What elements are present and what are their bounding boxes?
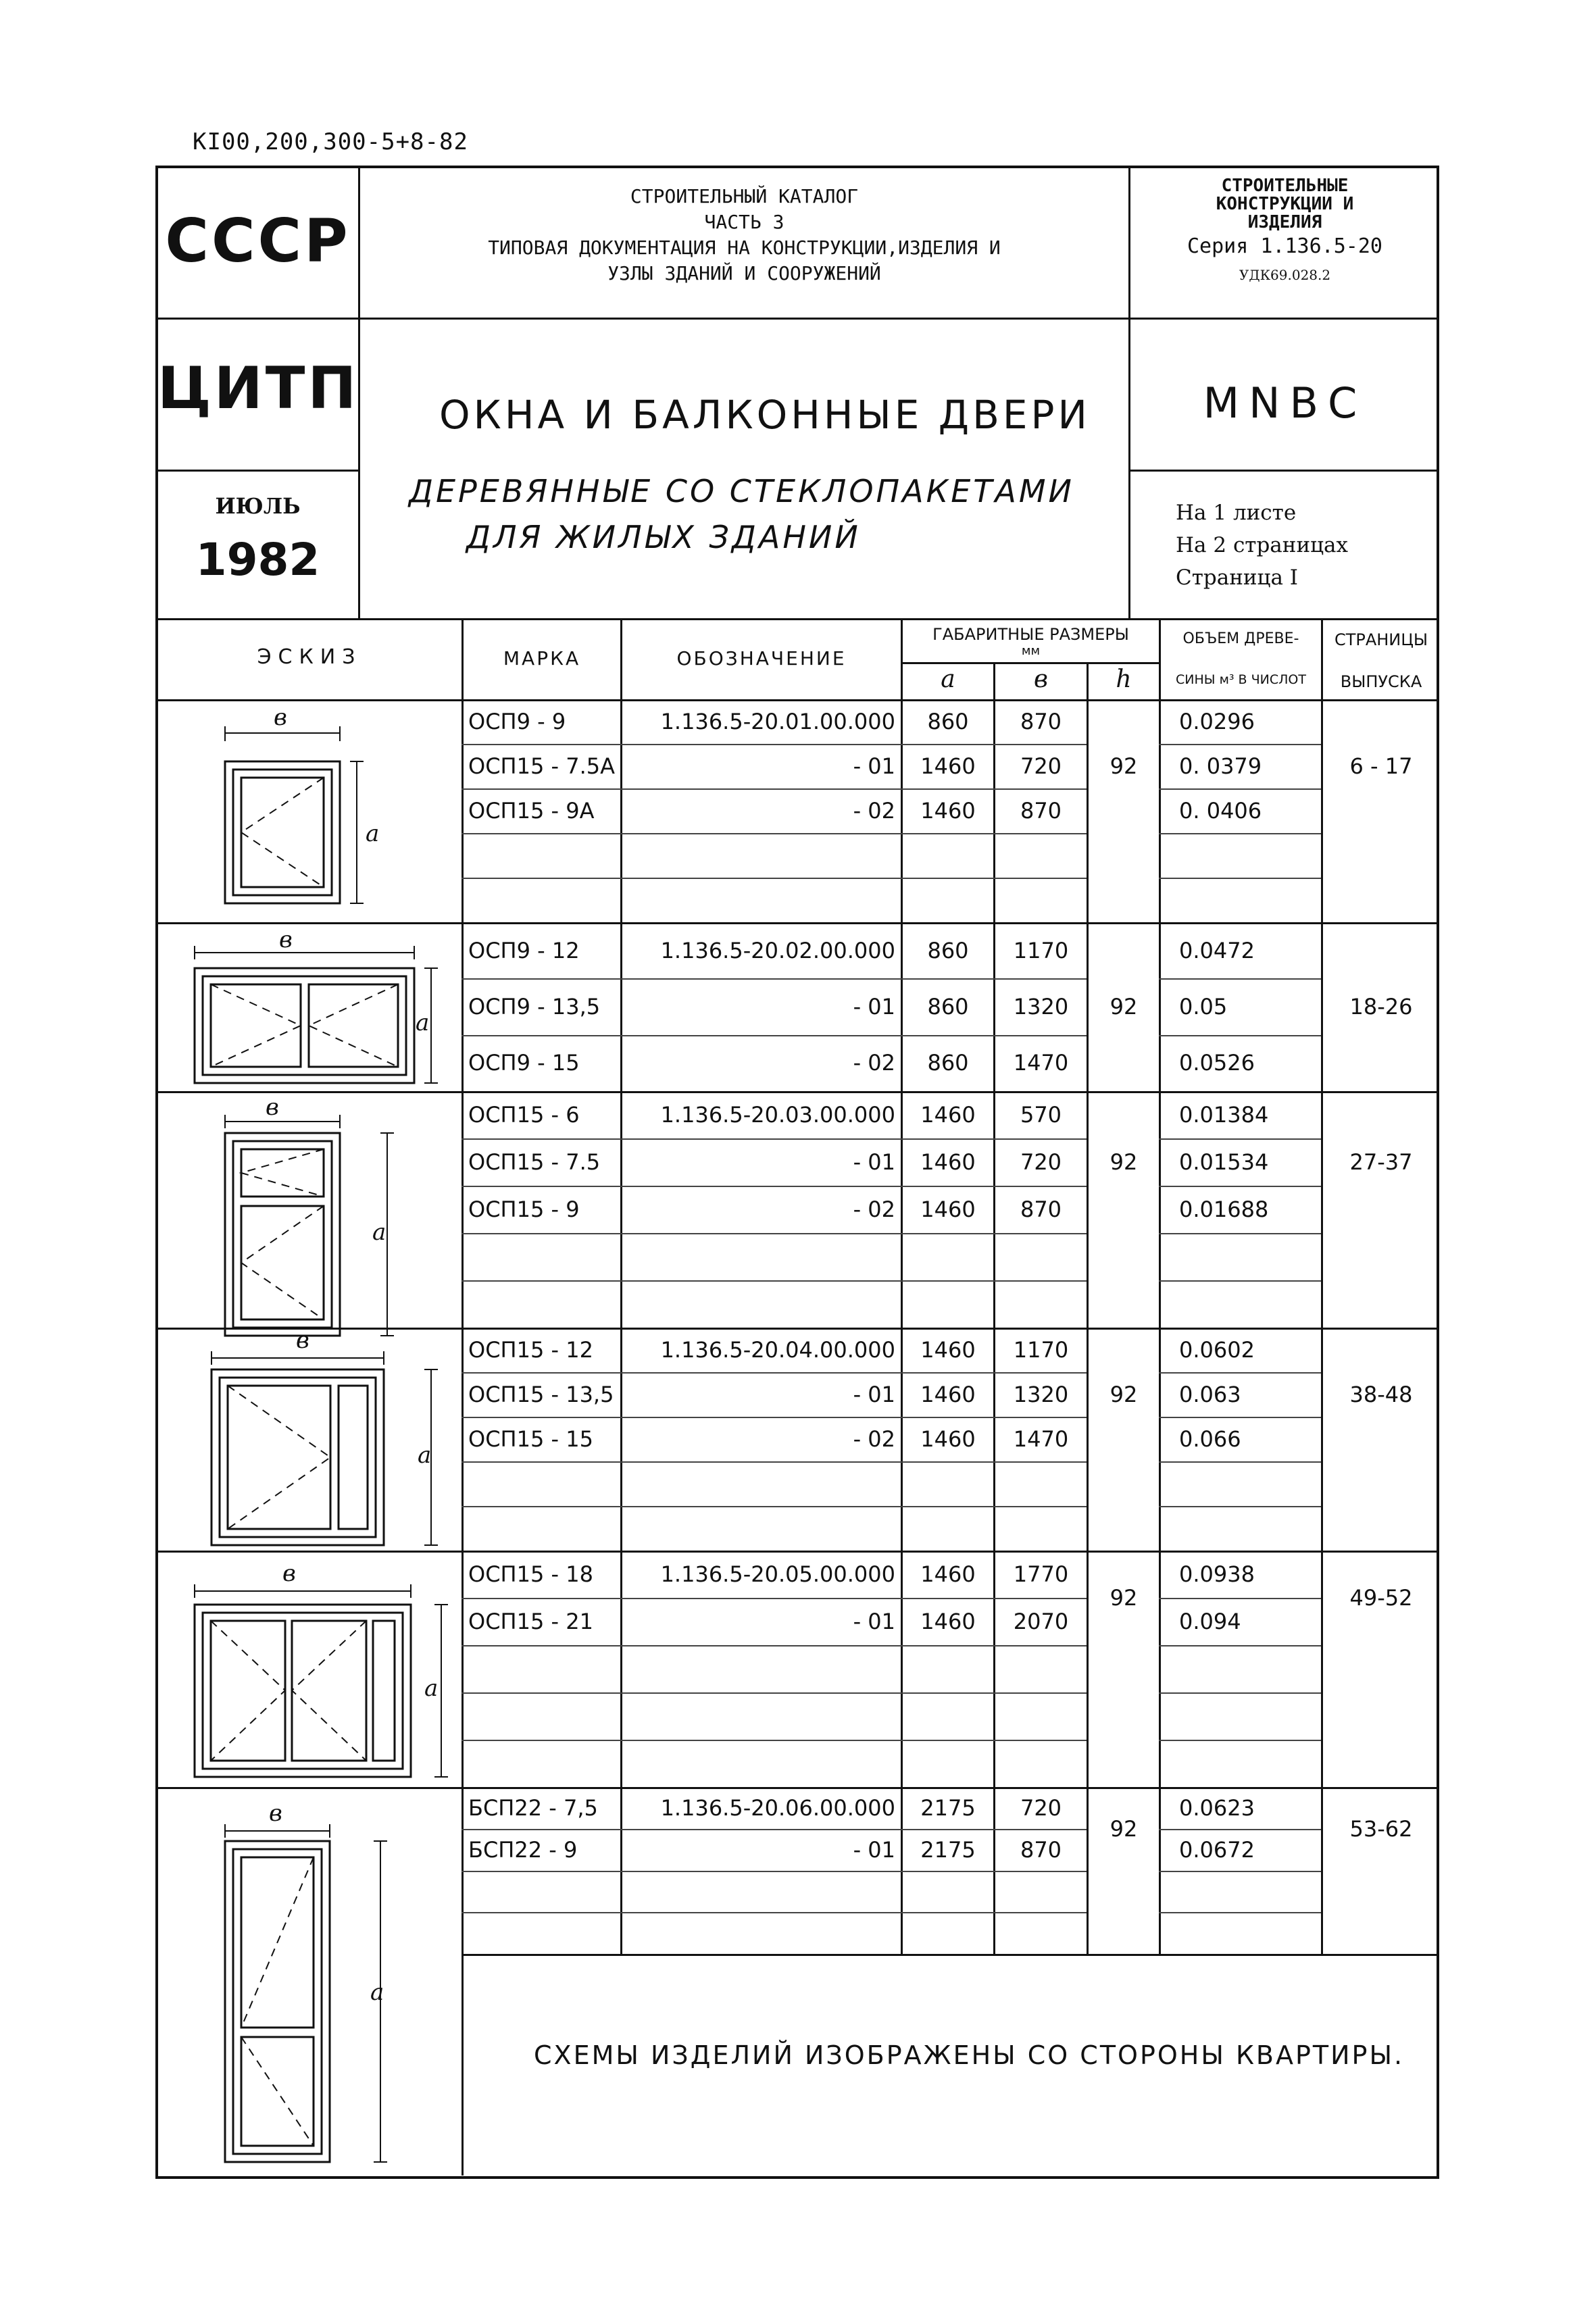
col-header-volume: ОБЪЕМ ДРЕВЕ- — [1182, 630, 1299, 647]
row-divider — [462, 833, 1087, 834]
row-divider — [462, 1740, 1087, 1741]
sketch-window-osp15-6 — [225, 1094, 394, 1336]
cell-mark: БСП22 - 7,5 — [468, 1795, 598, 1821]
column-divider — [1159, 618, 1161, 1954]
cell-volume: 0.0623 — [1179, 1795, 1255, 1821]
header-divider — [1128, 470, 1439, 472]
row-divider — [462, 978, 1087, 980]
year-label: 1982 — [195, 534, 320, 586]
cell-dim-b: 720 — [1020, 753, 1062, 779]
header-divider — [155, 618, 1439, 620]
cell-mark: ОСП9 - 12 — [468, 938, 580, 963]
row-divider — [1159, 1461, 1321, 1463]
cell-mark: ОСП15 - 12 — [468, 1337, 593, 1363]
row-divider — [1159, 1372, 1321, 1374]
col-header-mark: МАРКА — [503, 647, 581, 670]
cell-mark: ОСП15 - 7.5А — [468, 753, 615, 779]
row-divider — [462, 1461, 1087, 1463]
row-divider — [1159, 1871, 1321, 1872]
column-divider — [1321, 618, 1323, 1954]
col-header-pages: СТРАНИЦЫ — [1334, 630, 1428, 649]
col-header-volume-2: СИНЫ м³ В ЧИСЛОТ — [1176, 672, 1306, 687]
footnote: СХЕМЫ ИЗДЕЛИЙ ИЗОБРАЖЕНЫ СО СТОРОНЫ КВАРТИРЫ. — [534, 2040, 1405, 2070]
cell-pages: 27-37 — [1349, 1149, 1413, 1175]
cell-dim-b: 870 — [1020, 709, 1062, 734]
row-divider — [462, 1138, 1087, 1140]
row-divider — [462, 1035, 1087, 1036]
cell-volume: 0. 0379 — [1179, 753, 1262, 779]
cell-designation: 1.136.5-20.02.00.000 — [660, 938, 895, 963]
cell-dim-b: 1320 — [1013, 994, 1069, 1020]
page-count: На 2 страницах — [1176, 533, 1349, 557]
cell-volume: 0.0602 — [1179, 1337, 1255, 1363]
cell-dim-b: 870 — [1020, 1197, 1062, 1222]
sketch-door-bsp22 — [225, 1800, 387, 2162]
header-subline — [901, 662, 1159, 664]
sketch-window-osp9-12 — [195, 926, 438, 1083]
row-divider — [462, 788, 1087, 790]
cell-volume: 0.063 — [1179, 1382, 1241, 1407]
width-label: в — [279, 926, 293, 953]
cell-mark: БСП22 - 9 — [468, 1837, 578, 1863]
cell-volume: 0.0526 — [1179, 1050, 1255, 1076]
cell-designation: 1.136.5-20.05.00.000 — [660, 1561, 895, 1587]
row-divider — [1159, 1912, 1321, 1913]
col-header-a: а — [941, 665, 955, 693]
cell-dim-b: 870 — [1020, 798, 1062, 824]
sketch-window-osp15-12 — [211, 1327, 438, 1545]
cell-dim-b: 1770 — [1013, 1561, 1069, 1587]
cell-dim-b: 570 — [1020, 1102, 1062, 1128]
cell-dim-b: 1470 — [1013, 1050, 1069, 1076]
row-divider — [462, 1417, 1087, 1418]
cell-pages: 6 - 17 — [1349, 753, 1413, 779]
cell-dim-a: 1460 — [920, 1609, 976, 1634]
cell-designation: - 01 — [853, 1382, 895, 1407]
height-label: а — [370, 1979, 384, 2006]
column-divider — [462, 618, 464, 2175]
row-divider — [462, 1233, 1087, 1234]
cell-mark: ОСП9 - 9 — [468, 709, 566, 734]
row-divider — [462, 1598, 1087, 1599]
width-label: в — [274, 704, 287, 731]
col-header-sketch: ЭСКИЗ — [257, 645, 362, 669]
cell-mark: ОСП15 - 7.5 — [468, 1149, 601, 1175]
cell-dim-b: 720 — [1020, 1795, 1062, 1821]
cell-designation: 1.136.5-20.06.00.000 — [660, 1795, 895, 1821]
cell-mark: ОСП15 - 13,5 — [468, 1382, 614, 1407]
header-divider — [155, 318, 1439, 320]
col-header-b: в — [1034, 665, 1048, 693]
cell-mark: ОСП15 - 6 — [468, 1102, 580, 1128]
height-label: а — [418, 1442, 432, 1469]
cell-dim-h: 92 — [1109, 1149, 1138, 1175]
cell-designation: - 02 — [853, 1197, 895, 1222]
cell-pages: 18-26 — [1349, 994, 1413, 1020]
cell-volume: 0.0296 — [1179, 709, 1255, 734]
cell-dim-b: 2070 — [1013, 1609, 1069, 1634]
cell-mark: ОСП15 - 15 — [468, 1426, 593, 1452]
udk-label: УДК69.028.2 — [1239, 267, 1331, 283]
cell-designation: - 01 — [853, 1609, 895, 1634]
cell-dim-b: 1320 — [1013, 1382, 1069, 1407]
org-label: ЦИТП — [157, 355, 359, 422]
page-title: ОКНА И БАЛКОННЫЕ ДВЕРИ — [439, 392, 1091, 438]
cell-dim-a: 860 — [927, 709, 969, 734]
cell-dim-a: 1460 — [920, 1337, 976, 1363]
page-subtitle: ДЕРЕВЯННЫЕ СО СТЕКЛОПАКЕТАМИ — [409, 473, 1074, 509]
cell-dim-a: 860 — [927, 994, 969, 1020]
cell-mark: ОСП15 - 21 — [468, 1609, 593, 1634]
row-divider — [462, 1645, 1087, 1646]
cell-volume: 0.0472 — [1179, 938, 1255, 963]
cell-dim-a: 2175 — [920, 1837, 976, 1863]
row-divider — [1159, 1280, 1321, 1282]
cell-dim-h: 92 — [1109, 753, 1138, 779]
cell-volume: 0. 0406 — [1179, 798, 1262, 824]
row-divider — [462, 878, 1087, 879]
ussr-label: СССР — [165, 206, 351, 276]
row-divider — [462, 1506, 1087, 1507]
width-label: в — [296, 1327, 309, 1354]
cell-dim-b: 1170 — [1013, 938, 1069, 963]
cell-volume: 0.01534 — [1179, 1149, 1269, 1175]
row-divider — [1159, 788, 1321, 790]
cell-designation: - 02 — [853, 1426, 895, 1452]
catalog-line: ЧАСТЬ 3 — [704, 211, 784, 233]
row-divider — [462, 744, 1087, 745]
cell-dim-h: 92 — [1109, 1382, 1138, 1407]
sheet-info — [1176, 497, 1348, 594]
row-divider — [462, 1829, 1087, 1830]
cell-dim-a: 1460 — [920, 1382, 976, 1407]
cell-designation: - 01 — [853, 994, 895, 1020]
cell-mark: ОСП15 - 9А — [468, 798, 595, 824]
cell-dim-b: 720 — [1020, 1149, 1062, 1175]
row-divider — [462, 1912, 1087, 1913]
cell-dim-a: 1460 — [920, 1561, 976, 1587]
cell-mark: ОСП9 - 15 — [468, 1050, 580, 1076]
row-divider — [1159, 878, 1321, 879]
cell-dim-a: 2175 — [920, 1795, 976, 1821]
cell-mark: ОСП15 - 18 — [468, 1561, 593, 1587]
row-divider — [462, 1372, 1087, 1374]
row-divider — [1159, 1598, 1321, 1599]
cell-designation: 1.136.5-20.01.00.000 — [660, 709, 895, 734]
cell-volume: 0.0938 — [1179, 1561, 1255, 1587]
cell-dim-b: 1470 — [1013, 1426, 1069, 1452]
row-divider — [1159, 1035, 1321, 1036]
cell-mark: ОСП9 - 13,5 — [468, 994, 601, 1020]
row-divider — [462, 1186, 1087, 1187]
series-label: Серия 1.136.5-20 — [1187, 234, 1382, 258]
cell-designation: - 01 — [853, 1837, 895, 1863]
sheet-count: На 1 листе — [1176, 501, 1297, 525]
catalog-title — [360, 184, 1128, 286]
cell-dim-h: 92 — [1109, 994, 1138, 1020]
row-divider — [1159, 1186, 1321, 1187]
row-divider — [1159, 978, 1321, 980]
height-label: а — [366, 820, 380, 847]
cell-volume: 0.0672 — [1179, 1837, 1255, 1863]
row-divider — [462, 1871, 1087, 1872]
cell-dim-h: 92 — [1109, 1585, 1138, 1611]
cell-pages: 38-48 — [1349, 1382, 1413, 1407]
width-label: в — [282, 1560, 296, 1587]
header-divider — [155, 470, 358, 472]
column-divider — [993, 662, 995, 1954]
sketch-column — [157, 699, 462, 2175]
catalog-line: УЗЛЫ ЗДАНИЙ И СООРУЖЕНИЙ — [607, 262, 881, 284]
cell-dim-b: 1170 — [1013, 1337, 1069, 1363]
section-line: КОНСТРУКЦИИ И — [1216, 194, 1354, 214]
cell-dim-a: 860 — [927, 938, 969, 963]
row-divider — [1159, 744, 1321, 745]
cell-pages: 49-52 — [1349, 1585, 1413, 1611]
month-label: ИЮЛЬ — [215, 493, 301, 519]
row-divider — [1159, 833, 1321, 834]
cell-dim-h: 92 — [1109, 1816, 1138, 1842]
col-header-designation: ОБОЗНАЧЕНИЕ — [676, 647, 847, 670]
col-header-pages-2: ВЫПУСКА — [1340, 672, 1422, 691]
row-divider — [1159, 1692, 1321, 1694]
catalog-line: ТИПОВАЯ ДОКУМЕНТАЦИЯ НА КОНСТРУКЦИИ,ИЗДЕЛИЯ И — [488, 236, 1001, 259]
width-label: в — [269, 1800, 282, 1827]
cell-pages: 53-62 — [1349, 1816, 1413, 1842]
table-bottom — [462, 1954, 1439, 1956]
cell-dim-a: 1460 — [920, 753, 976, 779]
row-divider — [1159, 1829, 1321, 1830]
col-header-h: h — [1116, 665, 1132, 693]
cell-dim-a: 860 — [927, 1050, 969, 1076]
cell-volume: 0.05 — [1179, 994, 1228, 1020]
cell-dim-a: 1460 — [920, 1102, 976, 1128]
cell-designation: 1.136.5-20.03.00.000 — [660, 1102, 895, 1128]
height-label: а — [372, 1219, 386, 1246]
section-line: СТРОИТЕЛЬНЫЕ — [1221, 176, 1349, 196]
cell-volume: 0.01688 — [1179, 1197, 1269, 1222]
section-line: ИЗДЕЛИЯ — [1247, 212, 1322, 232]
catalog-line: СТРОИТЕЛЬНЫЙ КАТАЛОГ — [630, 185, 859, 207]
index-code: МNВС — [1203, 378, 1367, 428]
row-divider — [1159, 1506, 1321, 1507]
width-label: в — [266, 1094, 279, 1121]
page-number: Страница I — [1176, 565, 1299, 590]
row-divider — [1159, 1138, 1321, 1140]
cell-designation: 1.136.5-20.04.00.000 — [660, 1337, 895, 1363]
cell-volume: 0.066 — [1179, 1426, 1241, 1452]
cell-designation: - 01 — [853, 1149, 895, 1175]
sketch-window-osp15-18 — [195, 1560, 448, 1777]
cell-mark: ОСП15 - 9 — [468, 1197, 580, 1222]
row-divider — [1159, 1417, 1321, 1418]
cell-dim-a: 1460 — [920, 798, 976, 824]
cell-designation: - 02 — [853, 1050, 895, 1076]
sketch-window-osp9-9 — [225, 704, 379, 903]
height-label: а — [424, 1675, 439, 1702]
cell-dim-a: 1460 — [920, 1426, 976, 1452]
cell-dim-b: 870 — [1020, 1837, 1062, 1863]
row-divider — [1159, 1740, 1321, 1741]
document-code: КI00,200,300-5+8-82 — [193, 128, 468, 155]
height-label: а — [416, 1009, 430, 1036]
row-divider — [1159, 1645, 1321, 1646]
row-divider — [1159, 1233, 1321, 1234]
cell-dim-a: 1460 — [920, 1197, 976, 1222]
cell-volume: 0.01384 — [1179, 1102, 1269, 1128]
col-header-dims: ГАБАРИТНЫЕ РАЗМЕРЫ — [932, 625, 1129, 644]
row-divider — [462, 1692, 1087, 1694]
cell-designation: - 02 — [853, 798, 895, 824]
row-divider — [462, 1280, 1087, 1282]
column-divider — [1087, 662, 1089, 1954]
page-subtitle: ДЛЯ ЖИЛЫХ ЗДАНИЙ — [466, 519, 861, 555]
cell-designation: - 01 — [853, 753, 895, 779]
cell-dim-a: 1460 — [920, 1149, 976, 1175]
col-header-dims-unit: мм — [1021, 644, 1041, 658]
section-title — [1130, 177, 1439, 288]
cell-volume: 0.094 — [1179, 1609, 1241, 1634]
